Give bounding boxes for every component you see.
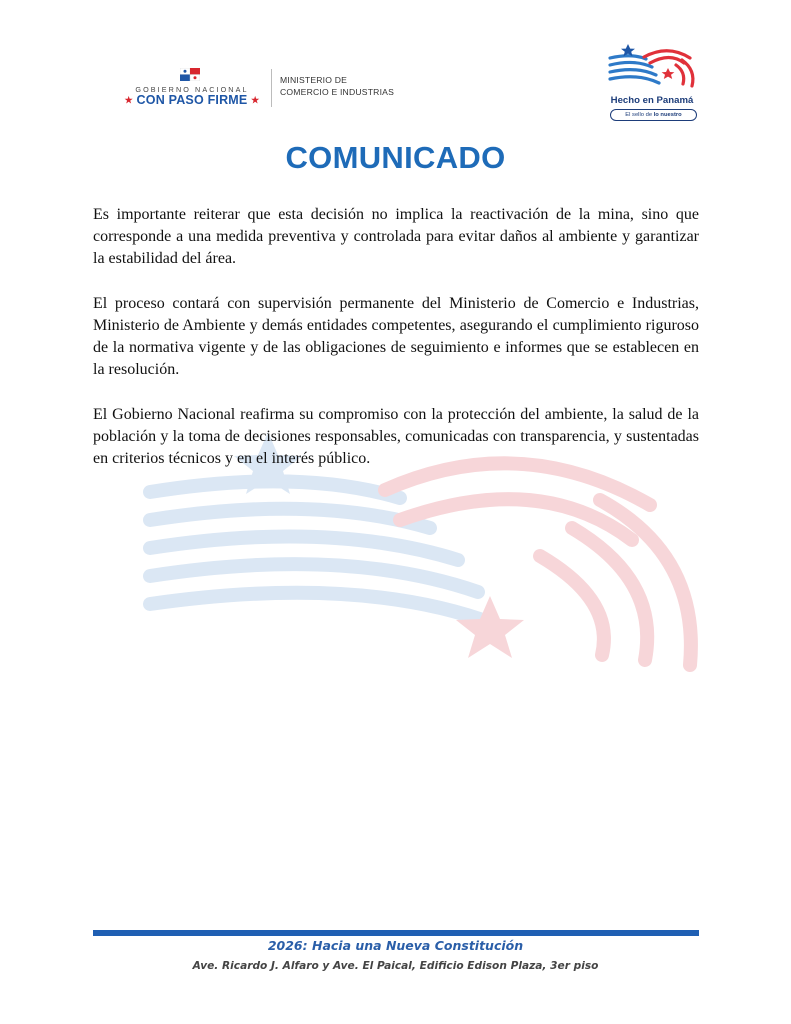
panama-flag-icon	[180, 68, 200, 81]
ministry-name	[280, 74, 440, 98]
paragraph: El proceso contará con supervisión permanente del Ministerio de Comercio e Industrias, Ministerio de Ambiente y demás entidades competentes, asegurando el cumplimiento riguroso de la normativa vigente y de las obligaciones de seguimiento e informes que se establecen en la resolución.	[93, 295, 699, 378]
government-logo	[117, 62, 267, 112]
header-divider	[271, 69, 272, 107]
brand-title: Hecho en Panamá	[610, 95, 694, 106]
header-logo-group	[117, 62, 417, 112]
star-icon: ★	[251, 95, 260, 105]
tagline-prefix: El sello de	[625, 112, 654, 118]
wave-flag-icon	[606, 44, 700, 92]
paragraph: Es importante reiterar que esta decisión no implica la reactivación de la mina, sino que corresponde a una medida preventiva y controlada para evitar daños al ambiente y garantizar la estabilidad del área.	[93, 206, 699, 267]
document-title: COMUNICADO	[285, 140, 506, 175]
document-body	[93, 204, 699, 493]
ministry-line: MINISTERIO DE	[280, 75, 348, 85]
paragraph: El Gobierno Nacional reafirma su compromiso con la protección del ambiente, la salud de la población y la toma de decisiones responsables, comunicadas con transparencia, y sustentadas en criterios técnicos y en el interés público.	[93, 406, 699, 467]
footer-rule	[93, 930, 699, 936]
government-slogan	[117, 93, 267, 107]
star-icon: ★	[124, 95, 133, 105]
footer-motto: 2026: Hacia una Nueva Constitución	[267, 938, 524, 953]
brand-tagline	[610, 109, 697, 121]
tagline-bold: lo nuestro	[653, 112, 682, 118]
slogan-text: CON PASO FIRME	[136, 93, 248, 107]
government-label: GOBIERNO NACIONAL	[135, 85, 249, 94]
ministry-line: COMERCIO E INDUSTRIAS	[280, 87, 395, 97]
footer-address: Ave. Ricardo J. Alfaro y Ave. El Paical, Edificio Edison Plaza, 3er piso	[192, 960, 599, 972]
hecho-en-panama-logo	[602, 44, 706, 124]
